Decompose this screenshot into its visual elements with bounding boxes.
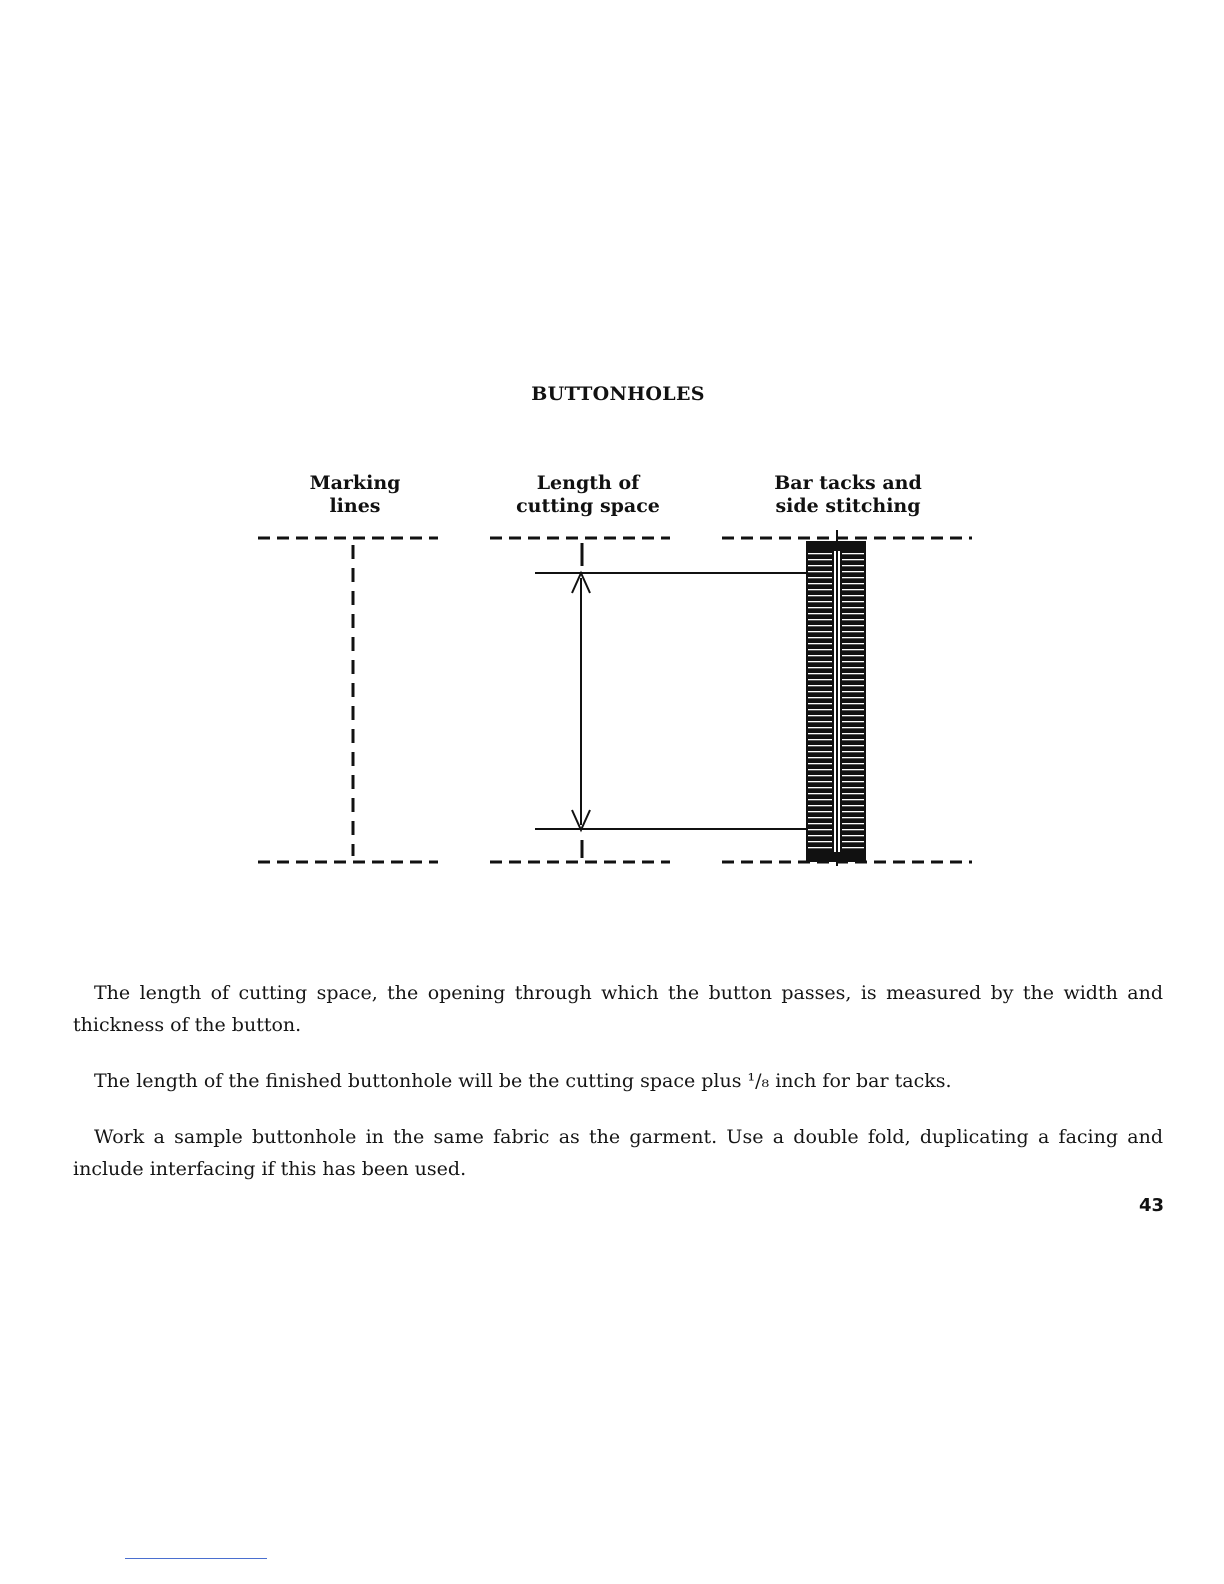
stitch-gap: [808, 727, 832, 728]
stitch-gap: [808, 685, 832, 686]
label-line-2: side stitching: [775, 495, 921, 517]
stitch-gap: [808, 589, 832, 590]
stitch-gap: [842, 577, 864, 578]
stitch-gap: [808, 709, 832, 710]
stitch-gap: [842, 697, 864, 698]
stitch-gap: [808, 673, 832, 674]
stitch-gap: [842, 613, 864, 614]
stitch-gap: [842, 583, 864, 584]
paragraph-3: Work a sample buttonhole in the same fabric as the garment. Use a double fold, duplicating a facing and include interfacing if this has been used.: [73, 1126, 1163, 1180]
paragraph-2: The length of the finished buttonhole will be the cutting space plus ¹/₈ inch for bar tacks.: [94, 1070, 952, 1092]
stitch-gap: [808, 745, 832, 746]
stitch-gap: [842, 757, 864, 758]
stitch-gap: [808, 565, 832, 566]
stitch-gap: [842, 661, 864, 662]
stitch-gap: [808, 661, 832, 662]
stitch-gap: [842, 805, 864, 806]
stitch-gap: [842, 637, 864, 638]
stitch-gap: [842, 817, 864, 818]
stitch-gap: [842, 643, 864, 644]
stitch-gap: [808, 559, 832, 560]
stitch-gap: [842, 589, 864, 590]
stitch-gap: [842, 721, 864, 722]
paragraph-1: The length of cutting space, the opening through which the button passes, is measured by the width and thickness of the button.: [73, 982, 1163, 1036]
label-line-1: Marking: [309, 472, 401, 494]
stitch-gap: [808, 829, 832, 830]
stitch-gap: [842, 793, 864, 794]
stitch-gap: [842, 559, 864, 560]
stitch-gap: [808, 847, 832, 848]
stitch-gap: [842, 829, 864, 830]
stitch-gap: [842, 769, 864, 770]
stitch-gap: [842, 781, 864, 782]
stitch-gap: [842, 841, 864, 842]
stitch-gap: [808, 763, 832, 764]
stitch-gap: [808, 697, 832, 698]
stitch-gap: [808, 811, 832, 812]
stitch-gap: [808, 835, 832, 836]
stitch-gap: [842, 553, 864, 554]
stitch-gap: [842, 571, 864, 572]
stitch-gap: [842, 727, 864, 728]
stitch-gap: [808, 553, 832, 554]
stitch-gap: [842, 607, 864, 608]
stitch-gap: [808, 631, 832, 632]
stitch-gap: [842, 715, 864, 716]
stitch-gap: [808, 823, 832, 824]
label-line-1: Bar tacks and: [774, 472, 922, 494]
stitch-gap: [808, 637, 832, 638]
page-title: BUTTONHOLES: [531, 383, 705, 405]
stitch-gap: [808, 571, 832, 572]
stitch-gap: [842, 691, 864, 692]
stitch-gap: [842, 847, 864, 848]
stitch-gap: [842, 787, 864, 788]
stitch-gap: [842, 799, 864, 800]
stitch-gap: [808, 595, 832, 596]
stitch-gap: [808, 817, 832, 818]
stitch-gap: [842, 733, 864, 734]
stitch-gap: [842, 667, 864, 668]
stitch-gap: [842, 655, 864, 656]
stitch-gap: [842, 685, 864, 686]
stitch-gap: [808, 733, 832, 734]
stitch-gap: [808, 739, 832, 740]
stitch-gap: [808, 787, 832, 788]
label-line-2: cutting space: [516, 495, 660, 517]
stitch-gap: [808, 619, 832, 620]
stitch-gap: [808, 577, 832, 578]
stitch-gap: [808, 691, 832, 692]
stitch-gap: [842, 595, 864, 596]
stitch-gap: [808, 721, 832, 722]
stitch-gap: [842, 763, 864, 764]
stitch-gap: [808, 769, 832, 770]
stitch-gap: [842, 673, 864, 674]
stitch-gap: [808, 583, 832, 584]
stitch-gap: [808, 805, 832, 806]
bottom-rule: [125, 1558, 267, 1559]
stitch-gap: [842, 823, 864, 824]
stitch-gap: [808, 751, 832, 752]
stitch-gap: [842, 679, 864, 680]
stitch-gap: [808, 607, 832, 608]
stitch-gap: [808, 799, 832, 800]
stitch-gap: [842, 631, 864, 632]
stitch-gap: [842, 775, 864, 776]
stitch-gap: [808, 757, 832, 758]
stitch-gap: [808, 793, 832, 794]
stitch-gap: [808, 841, 832, 842]
label-line-1: Length of: [536, 472, 640, 494]
stitch-gap: [808, 667, 832, 668]
stitch-gap: [842, 625, 864, 626]
stitch-gap: [842, 649, 864, 650]
stitch-gap: [808, 649, 832, 650]
stitch-gap: [808, 655, 832, 656]
stitch-gap: [808, 601, 832, 602]
stitch-gap: [808, 679, 832, 680]
stitch-gap: [842, 739, 864, 740]
stitch-gap: [842, 565, 864, 566]
stitch-gap: [808, 775, 832, 776]
stitch-gap: [842, 835, 864, 836]
stitch-gap: [842, 703, 864, 704]
stitch-gap: [842, 745, 864, 746]
stitch-gap: [842, 811, 864, 812]
stitched-buttonhole: [806, 530, 866, 866]
page-number: 43: [1138, 1195, 1164, 1216]
stitch-gap: [842, 601, 864, 602]
label-line-2: lines: [329, 495, 381, 517]
stitch-gap: [842, 619, 864, 620]
stitch-gap: [808, 781, 832, 782]
stitch-gap: [808, 715, 832, 716]
stitch-gap: [842, 751, 864, 752]
stitch-gap: [808, 703, 832, 704]
stitch-gap: [808, 613, 832, 614]
stitch-gap: [808, 625, 832, 626]
stitch-gap: [842, 709, 864, 710]
stitch-gap: [808, 643, 832, 644]
